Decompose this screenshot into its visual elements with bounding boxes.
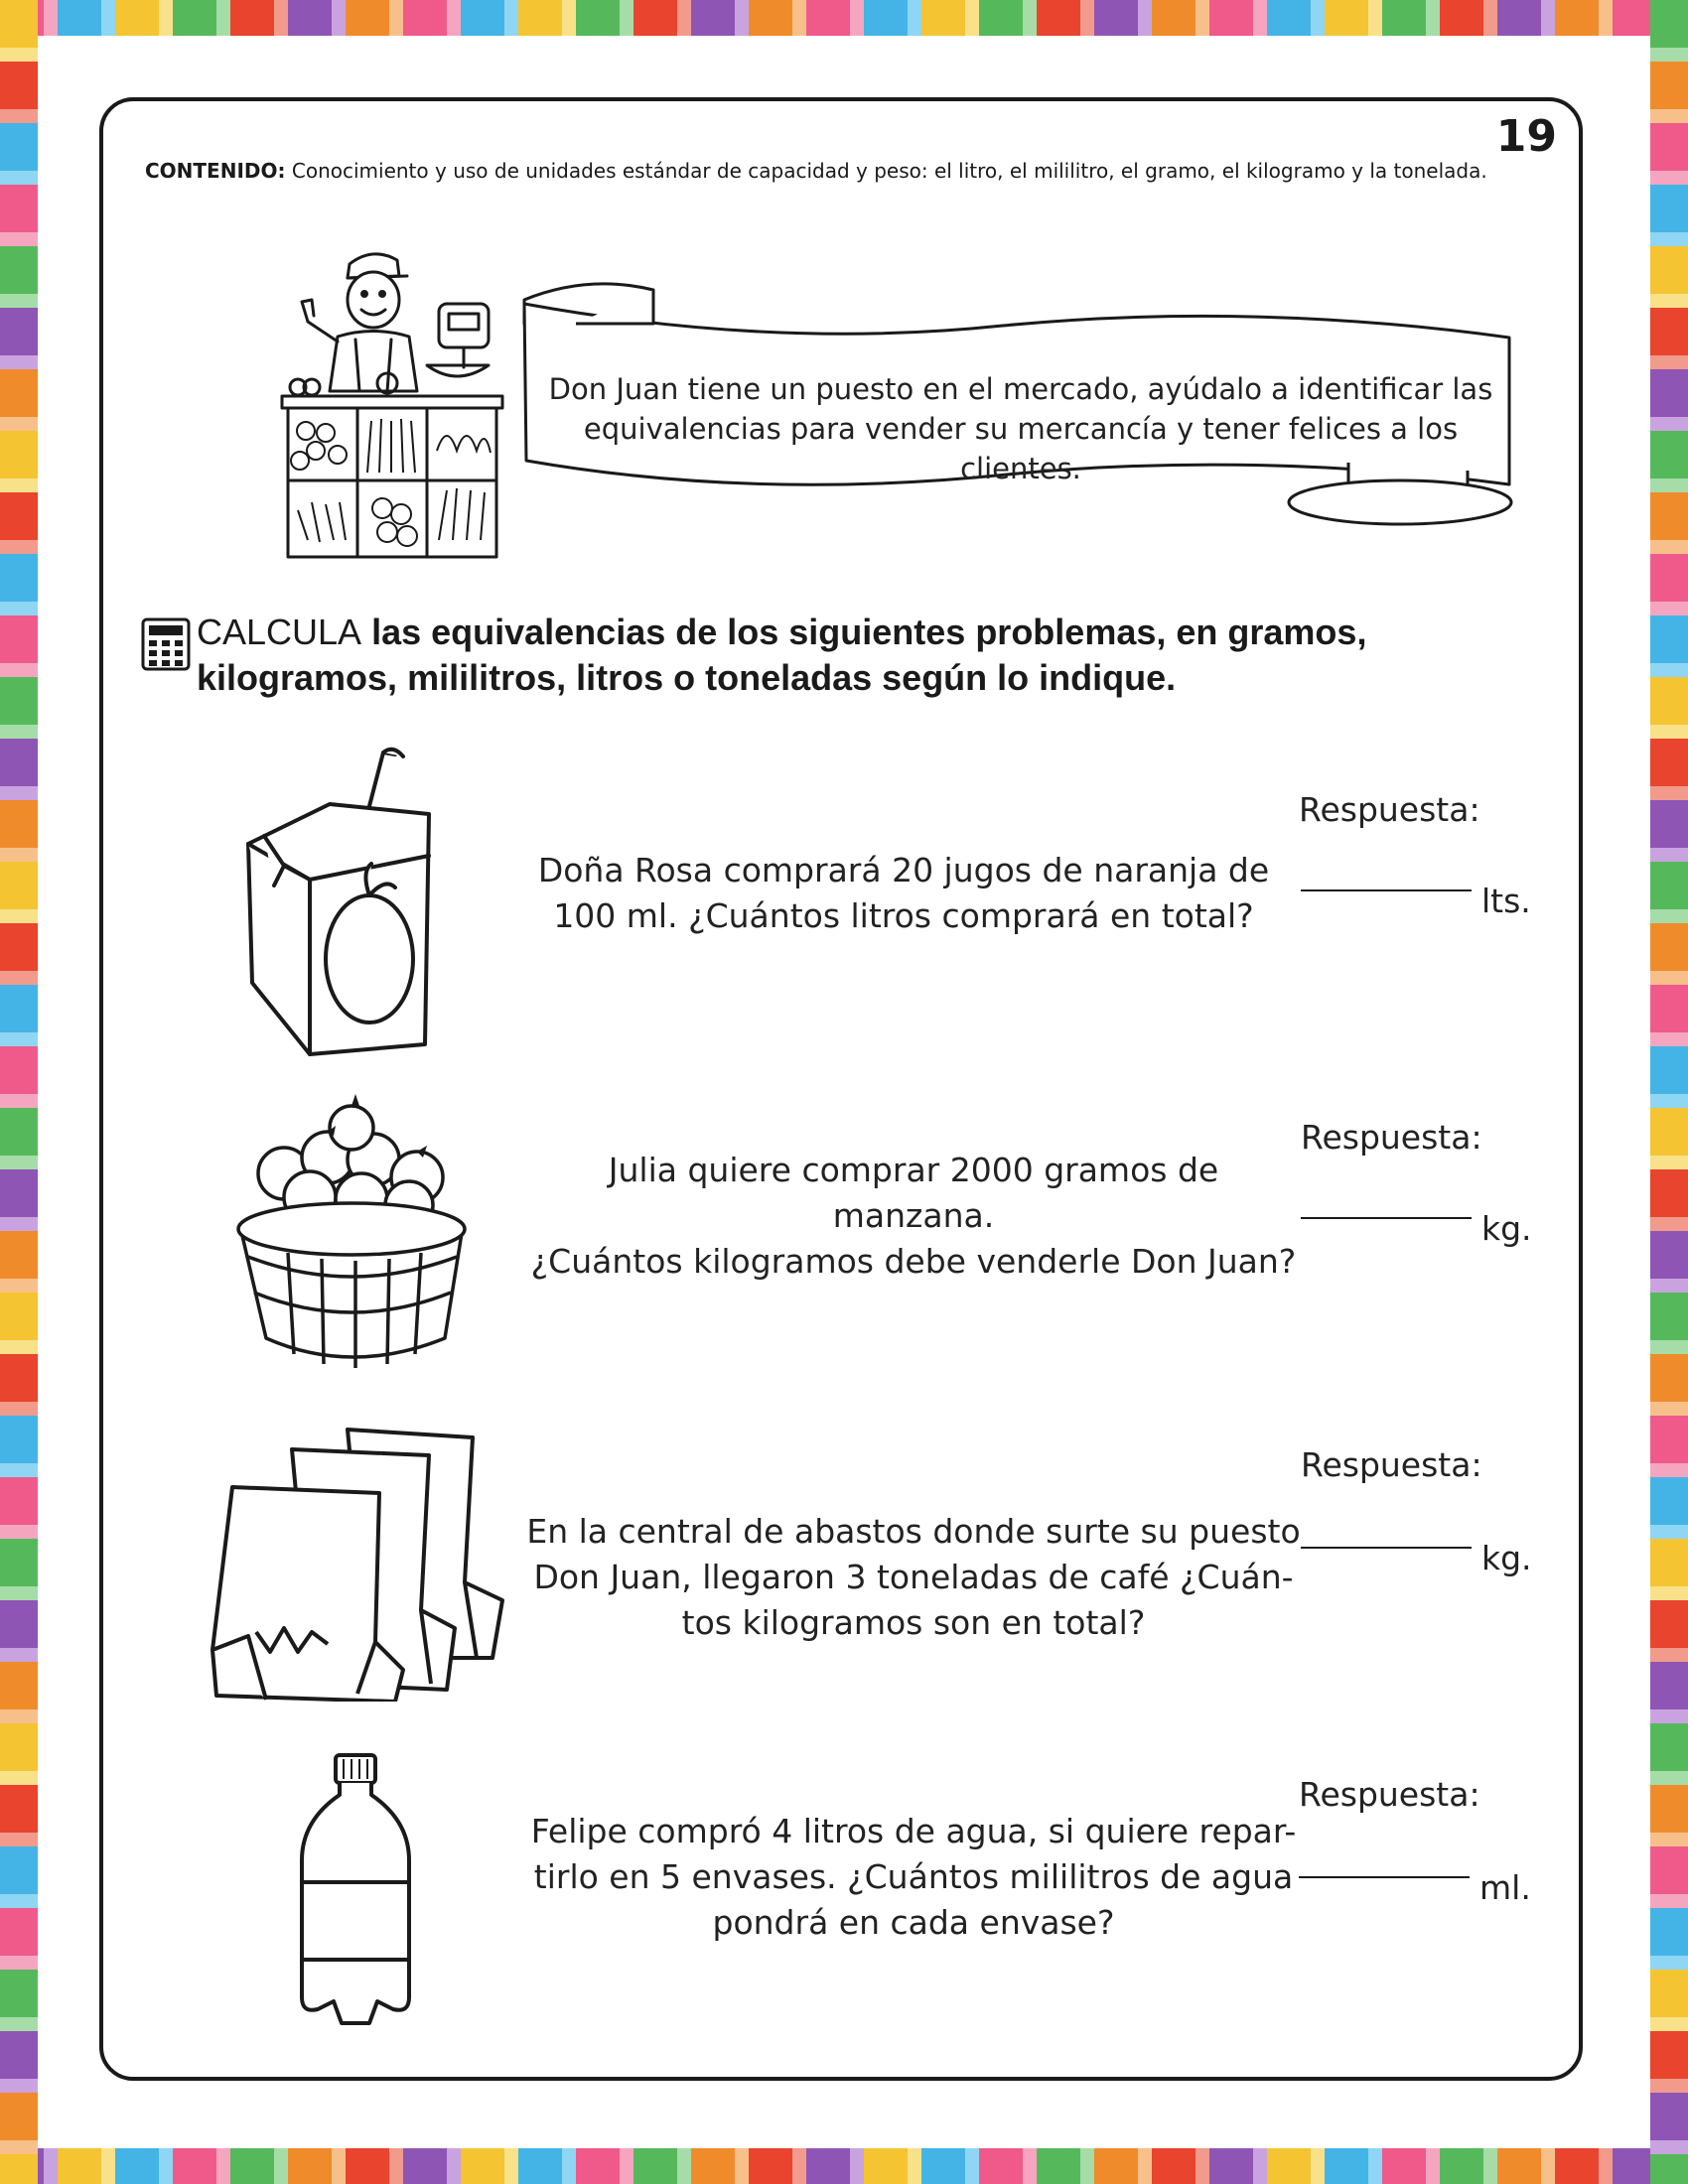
question-3-line-2: Don Juan, llegaron 3 toneladas de café ¿Cuán- xyxy=(533,1558,1294,1596)
question-4-line-1: Felipe compró 4 litros de agua, si quiere repar- xyxy=(530,1812,1297,1850)
contenido-line xyxy=(145,159,1487,183)
question-1-line-2: 100 ml. ¿Cuántos litros comprará en total? xyxy=(553,896,1254,935)
calculator-icon xyxy=(141,617,191,671)
question-2-line-1: Julia quiere comprar 2000 gramos de manzana. xyxy=(608,1151,1219,1235)
instruction-rest: las equivalencias de los siguientes problemas, en gramos, xyxy=(361,612,1367,652)
instruction-line-2: kilogramos, mililitros, litros o toneladas según lo indique. xyxy=(197,657,1177,698)
question-3 xyxy=(526,1509,1301,1646)
juice-box-icon xyxy=(244,747,463,1064)
water-bottle-icon xyxy=(296,1751,415,2029)
question-1-line-1: Doña Rosa comprará 20 jugos de naranja de xyxy=(537,851,1270,889)
question-4 xyxy=(526,1809,1301,1946)
answer-field-4[interactable] xyxy=(1299,1876,1470,1878)
contenido-text: Conocimiento y uso de unidades estándar de capacidad y peso: el litro, el mililitro, el gramo, el kilogramo y la tonelada. xyxy=(285,159,1487,183)
contenido-label: CONTENIDO: xyxy=(145,159,286,183)
unit-2: kg. xyxy=(1481,1209,1532,1248)
question-1 xyxy=(516,848,1291,939)
question-4-line-3: pondrá en cada envase? xyxy=(712,1903,1115,1942)
answer-label-3: Respuesta: xyxy=(1301,1445,1482,1484)
answer-label-2: Respuesta: xyxy=(1301,1118,1482,1157)
question-3-line-1: En la central de abastos donde surte su puesto xyxy=(526,1512,1301,1551)
coffee-bags-icon xyxy=(209,1424,506,1702)
question-2 xyxy=(526,1148,1301,1285)
answer-label-1: Respuesta: xyxy=(1299,790,1480,829)
banner-line-1: Don Juan tiene un puesto en el mercado, ayúdalo a identificar las xyxy=(548,372,1493,406)
unit-3: kg. xyxy=(1481,1539,1532,1577)
pencil-border-top xyxy=(0,0,1688,36)
question-2-line-2: ¿Cuántos kilogramos debe venderle Don Juan? xyxy=(530,1242,1297,1281)
answer-field-2[interactable] xyxy=(1301,1217,1472,1219)
apple-basket-icon xyxy=(224,1088,479,1386)
question-4-line-2: tirlo en 5 envases. ¿Cuántos mililitros de agua xyxy=(533,1857,1294,1896)
instruction-line-1 xyxy=(197,610,1507,655)
unit-1: lts. xyxy=(1481,882,1531,920)
question-3-line-3: tos kilogramos son en total? xyxy=(681,1603,1146,1642)
instruction-keyword: CALCULA xyxy=(197,612,362,652)
market-vendor-icon xyxy=(268,242,516,570)
pencil-border-left xyxy=(0,0,38,2184)
instruction-text xyxy=(197,610,1507,701)
answer-label-4: Respuesta: xyxy=(1299,1775,1480,1814)
pencil-border-bottom xyxy=(0,2148,1688,2184)
answer-field-3[interactable] xyxy=(1301,1547,1472,1549)
banner-line-2: equivalencias para vender su mercancía y tener felices a los clientes. xyxy=(583,412,1459,485)
pencil-border-right xyxy=(1650,0,1688,2184)
page-number: 19 xyxy=(1495,111,1557,162)
answer-field-1[interactable] xyxy=(1301,889,1472,891)
unit-4: ml. xyxy=(1479,1868,1531,1907)
banner-message xyxy=(544,369,1497,488)
